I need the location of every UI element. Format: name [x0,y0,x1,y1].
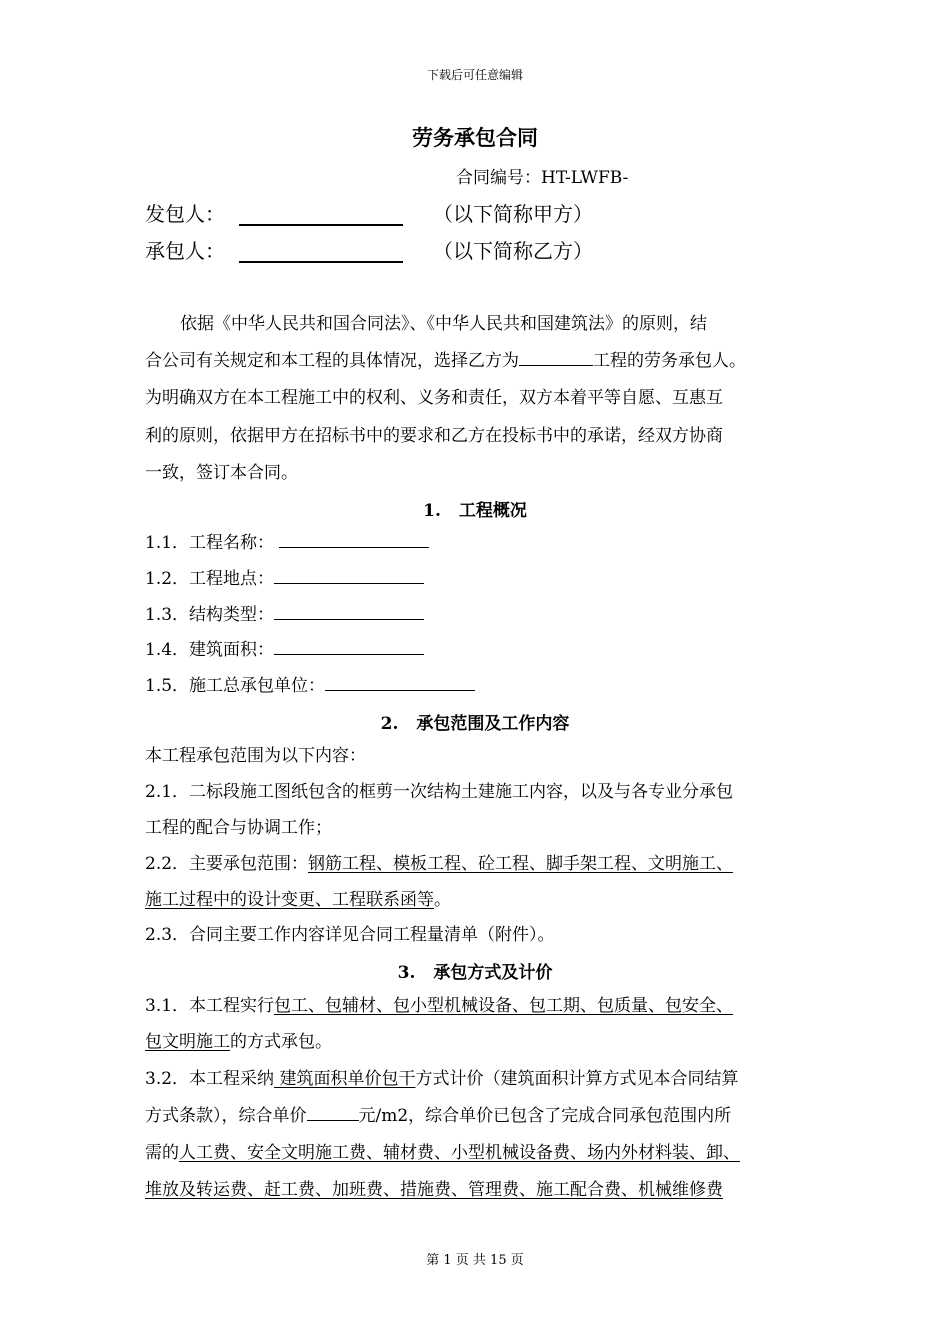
s2-p2-prefix: 2.2．主要承包范围： [145,854,309,874]
s2-p2-underlined-1: 钢筋工程、模板工程、砼工程、脚手架工程、文明施工、 [308,854,734,874]
s2-p2-suffix: 。 [434,890,451,910]
intro-line-2-text-b: 工程的劳务承包人。 [593,351,746,371]
s2-p3: 2.3．合同主要工作内容详见合同工程量清单（附件）。 [145,925,555,945]
s3-p2-line-3 [145,1141,740,1165]
s3-p1-suffix: 的方式承包。 [230,1032,332,1052]
s3-p2-line-4 [145,1178,723,1202]
s2-p2-line-2 [145,888,451,912]
party-b-line [145,235,593,264]
s2-p1-line-1: 2.1．二标段施工图纸包含的框剪一次结构土建施工内容，以及与各专业分承包 [145,782,734,802]
project-name-blank [519,349,593,366]
s1-item-5-label: 1.5．施工总承包单位： [145,676,326,696]
s1-item-1-blank [279,531,429,548]
section-1-number: 1. [423,501,441,521]
s1-item-2-label: 1.2．工程地点： [145,569,275,589]
s3-p2-line-1 [145,1067,738,1091]
s2-p1-line-2: 工程的配合与协调工作； [145,818,332,838]
intro-line-4: 利的原则，依据甲方在招标书中的要求和乙方在投标书中的承诺，经双方协商 [145,426,723,446]
intro-line-2 [145,349,746,373]
s3-p2-line-2 [145,1104,731,1128]
s3-p2-underlined-1: 建筑面积单价包干 [274,1069,416,1089]
s1-item-3 [145,603,424,627]
intro-line-5: 一致，签订本合同。 [145,463,298,483]
s3-p1-prefix: 3.1．本工程实行 [145,996,275,1016]
s3-p1-underlined-1: 包工、包辅材、包小型机械设备、包工期、包质量、包安全、 [274,996,734,1016]
party-a-line [145,198,593,227]
intro-line-2-text-a: 合公司有关规定和本工程的具体情况，选择乙方为 [145,351,519,371]
s3-p2-text-2a: 方式条款），综合单价 [145,1106,307,1126]
page-footer: 第 1 页 共 15 页 [426,1253,524,1268]
section-2-number: 2. [380,714,399,734]
s1-item-5-blank [325,674,475,691]
s1-item-2-blank [274,567,424,584]
s1-item-4-blank [274,638,424,655]
s1-item-4-label: 1.4．建筑面积： [145,640,275,660]
section-2-title: 承包范围及工作内容 [416,714,570,734]
section-3-title: 承包方式及计价 [433,963,553,983]
s3-p2-prefix: 3.2．本工程采纳 [145,1069,275,1089]
section-2-heading [0,709,950,734]
s2-p2-underlined-2: 施工过程中的设计变更、工程联系函等 [145,890,434,910]
section-1-title: 工程概况 [458,501,527,521]
section-3-heading [0,958,950,983]
unit-price-blank [307,1104,359,1121]
party-a-blank [239,206,403,226]
s1-item-4 [145,638,424,662]
header-note: 下载后可任意编辑 [426,68,523,82]
party-a-label: 发包人： [145,202,225,226]
party-a-note: （以下简称甲方） [433,202,593,226]
s1-item-2 [145,567,424,591]
intro-line-1: 依据《中华人民共和国合同法》、《中华人民共和国建筑法》的原则，结 [180,314,707,334]
s3-p2-text-1: 方式计价（建筑面积计算方式见本合同结算 [415,1069,739,1089]
section-1-heading [0,496,950,521]
s2-intro: 本工程承包范围为以下内容： [145,746,366,766]
s3-p1-line-1 [145,994,733,1018]
s3-p2-underlined-3: 人工费、安全文明施工费、辅材费、小型机械设备费、场内外材料装、卸、 [179,1143,740,1163]
s1-item-5 [145,674,475,698]
section-3-number: 3. [397,963,416,983]
s1-item-3-label: 1.3．结构类型： [145,605,275,625]
s1-item-3-blank [274,603,424,620]
s2-p2-line-1 [145,852,733,876]
party-b-blank [239,243,403,263]
s3-p2-text-2b: 元/m2，综合单价已包含了完成合同承包范围内所 [358,1106,732,1126]
party-b-note: （以下简称乙方） [433,239,593,263]
s1-item-1 [145,531,429,555]
s1-item-1-label: 1.1．工程名称： [145,533,275,553]
s3-p1-line-2 [145,1030,332,1054]
document-title: 劳务承包合同 [412,125,538,150]
party-b-label: 承包人： [145,239,225,263]
contract-number: 合同编号：HT-LWFB- [456,168,629,188]
s3-p2-underlined-4: 堆放及转运费、赶工费、加班费、措施费、管理费、施工配合费、机械维修费 [145,1180,723,1200]
s3-p2-text-3: 需的 [145,1143,179,1163]
s3-p1-underlined-2: 包文明施工 [145,1032,230,1052]
intro-line-3: 为明确双方在本工程施工中的权利、义务和责任，双方本着平等自愿、互惠互 [145,388,723,408]
